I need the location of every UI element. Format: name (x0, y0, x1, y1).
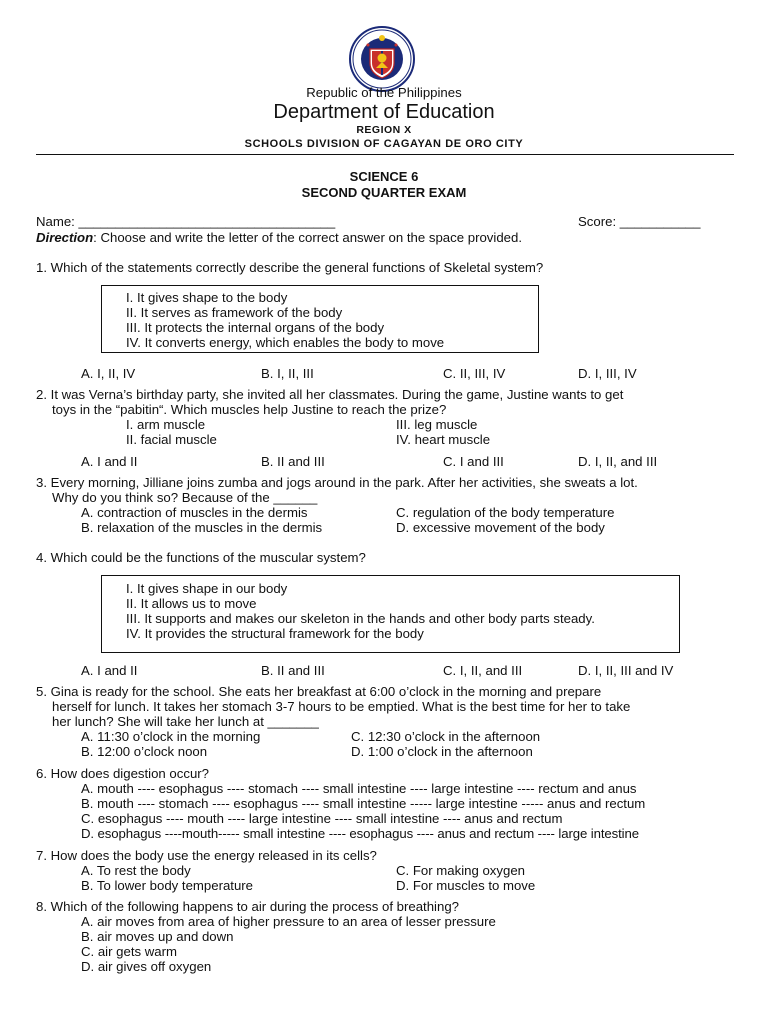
q1-statement-4: IV. It converts energy, which enables the body to move (126, 335, 445, 350)
q3-question-line2: Why do you think so? Because of the ______ (52, 490, 318, 505)
q8-choice-b: B. air moves up and down (81, 929, 234, 944)
q7-choice-a: A. To rest the body (81, 863, 191, 878)
q1-statement-2: II. It serves as framework of the body (126, 305, 343, 320)
q3-question-line1: 3. Every morning, Jilliane joins zumba and jogs around in the park. After her activities, she sweats a lot. (36, 475, 638, 490)
q2-question-line1: 2. It was Verna’s birthday party, she invited all her classmates. During the game, Justine wants to get (36, 387, 624, 402)
q2-choice-b: B. II and III (261, 454, 325, 469)
q4-choice-c: C. I, II, and III (443, 663, 523, 678)
q6-choice-b: B. mouth ---- stomach ---- esophagus ---- small intestine ----- large intestine ----- anus and rectum (81, 796, 646, 811)
score-field[interactable]: Score: ___________ (578, 214, 701, 229)
department-title: Department of Education (273, 101, 495, 123)
q3-choice-c: C. regulation of the body temperature (396, 505, 615, 520)
q7-choice-c: C. For making oxygen (396, 863, 525, 878)
region-text: REGION X (356, 124, 412, 136)
direction-line (36, 230, 522, 245)
q1-question: 1. Which of the statements correctly describe the general functions of Skeletal system? (36, 260, 544, 275)
q4-statement-3: III. It supports and makes our skeleton in the hands and other body parts steady. (126, 611, 595, 626)
q5-question-line2: herself for lunch. It takes her stomach 3-7 hours to be emptied. What is the best time for her to take (52, 699, 631, 714)
q8-question: 8. Which of the following happens to air during the process of breathing? (36, 899, 459, 914)
q1-choice-a: A. I, II, IV (81, 366, 136, 381)
deped-seal-logo (348, 25, 416, 93)
direction-text: : Choose and write the letter of the correct answer on the space provided. (93, 230, 522, 245)
q6-question: 6. How does digestion occur? (36, 766, 210, 781)
q2-choice-c: C. I and III (443, 454, 504, 469)
q2-question-line2: toys in the “pabitin“. Which muscles help Justine to reach the prize? (52, 402, 447, 417)
q4-statement-1: I. It gives shape in our body (126, 581, 288, 596)
q3-choice-d: D. excessive movement of the body (396, 520, 605, 535)
q3-choice-a: A. contraction of muscles in the dermis (81, 505, 308, 520)
q6-choice-c: C. esophagus ---- mouth ---- large intestine ---- small intestine ---- anus and rectum (81, 811, 563, 826)
q4-choice-b: B. II and III (261, 663, 325, 678)
q2-item-3: III. leg muscle (396, 417, 478, 432)
q5-choice-a: A. 11:30 o’clock in the morning (81, 729, 261, 744)
q6-choice-d: D. esophagus ----mouth----- small intestine ---- esophagus ---- anus and rectum ---- large intestine (81, 826, 639, 841)
q2-item-1: I. arm muscle (126, 417, 206, 432)
q8-choice-a: A. air moves from area of higher pressure to an area of lesser pressure (81, 914, 496, 929)
exam-title: SECOND QUARTER EXAM (301, 185, 467, 200)
q5-choice-d: D. 1:00 o’clock in the afternoon (351, 744, 533, 759)
q7-choice-b: B. To lower body temperature (81, 878, 254, 893)
subject-title: SCIENCE 6 (349, 169, 419, 184)
q4-statement-2: II. It allows us to move (126, 596, 257, 611)
q5-choice-b: B. 12:00 o’clock noon (81, 744, 208, 759)
q7-question: 7. How does the body use the energy released in its cells? (36, 848, 377, 863)
q2-item-2: II. facial muscle (126, 432, 217, 447)
name-field[interactable]: Name: ___________________________________ (36, 214, 336, 229)
q2-choice-d: D. I, II, and III (578, 454, 658, 469)
q1-choice-d: D. I, III, IV (578, 366, 637, 381)
q6-choice-a: A. mouth ---- esophagus ---- stomach ---- small intestine ---- large intestine ---- rectum and anus (81, 781, 637, 796)
q5-question-line3: her lunch? She will take her lunch at _______ (52, 714, 319, 729)
q2-choice-a: A. I and II (81, 454, 138, 469)
header-rule (36, 154, 734, 155)
q5-question-line1: 5. Gina is ready for the school. She eats her breakfast at 6:00 o’clock in the morning and prepare (36, 684, 602, 699)
q4-statement-4: IV. It provides the structural framework for the body (126, 626, 424, 641)
q4-choice-d: D. I, II, III and IV (578, 663, 674, 678)
q1-statement-1: I. It gives shape to the body (126, 290, 288, 305)
q5-choice-c: C. 12:30 o’clock in the afternoon (351, 729, 541, 744)
q4-question: 4. Which could be the functions of the muscular system? (36, 550, 366, 565)
direction-label: Direction (36, 230, 94, 245)
q8-choice-c: C. air gets warm (81, 944, 177, 959)
division-text: SCHOOLS DIVISION OF CAGAYAN DE ORO CITY (244, 138, 524, 150)
q2-item-4: IV. heart muscle (396, 432, 491, 447)
q1-choice-b: B. I, II, III (261, 366, 314, 381)
q1-statement-3: III. It protects the internal organs of the body (126, 320, 385, 335)
q8-choice-d: D. air gives off oxygen (81, 959, 212, 974)
q4-choice-a: A. I and II (81, 663, 138, 678)
republic-text: Republic of the Philippines (306, 85, 462, 100)
q7-choice-d: D. For muscles to move (396, 878, 536, 893)
q3-choice-b: B. relaxation of the muscles in the dermis (81, 520, 323, 535)
q1-choice-c: C. II, III, IV (443, 366, 506, 381)
